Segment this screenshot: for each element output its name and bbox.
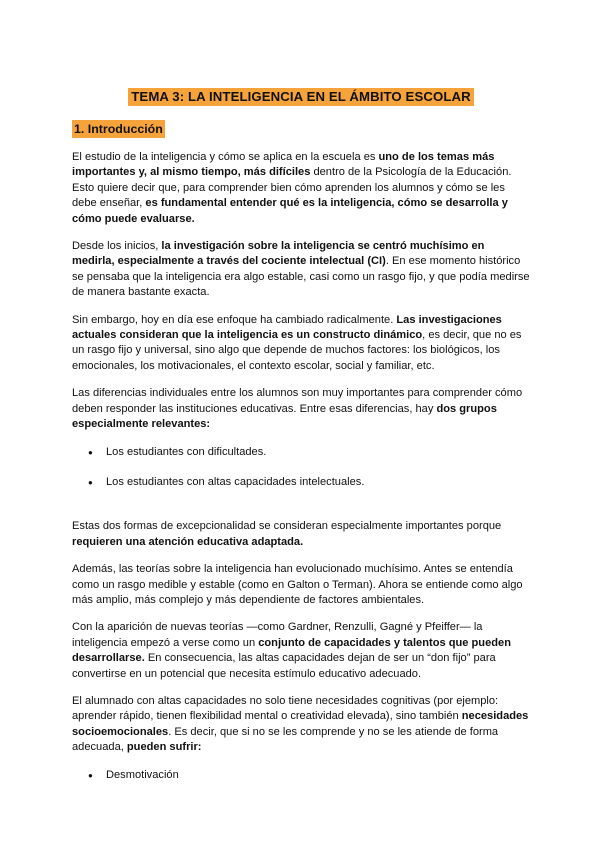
paragraph-1: El estudio de la inteligencia y cómo se aplica en la escuela es uno de los temas más importantes y, al mismo tiempo, más difíciles dentro de la Psicología de la Educación. Esto quiere decir que, para comprender bien cómo aprenden los alumnos y cómo se les debe enseñar, es fundamental entender qué es la inteligencia, cómo se desarrolla y cómo puede evaluarse.: [72, 151, 512, 225]
bullet-list-groups: [72, 445, 530, 491]
list-item: ● Los estudiantes con altas capacidades intelectuales.: [72, 475, 530, 490]
title-container: [72, 88, 530, 106]
paragraph-6: Además, las teorías sobre la inteligencia han evolucionado muchísimo. Antes se entendía como un rasgo medible y estable (como en Galton o Terman). Ahora se entiende como algo más amplio, más complejo y más dependiente de factores ambientales.: [72, 563, 523, 606]
section-heading: 1. Introducción: [74, 122, 163, 136]
list-item: ● Los estudiantes con dificultades.: [72, 445, 530, 460]
paragraph-4: Las diferencias individuales entre los alumnos son muy importantes para comprender cómo deben responder las instituciones educativas. Entre esas diferencias, hay dos grupos especialmente relevantes:: [72, 387, 523, 431]
paragraph-5: Estas dos formas de excepcionalidad se consideran especialmente importantes porque requieren una atención educativa adaptada.: [72, 520, 502, 548]
bullet-list-consequences: [72, 768, 530, 783]
paragraph-3: Sin embargo, hoy en día ese enfoque ha cambiado radicalmente. Las investigaciones actuales consideran que la inteligencia es un constructo dinámico, es decir, que no es un rasgo fijo y universal, sino algo que depende de muchos factores: los biológicos, los emocionales, los motivacionales, el contexto escolar, social y familiar, etc.: [72, 313, 522, 372]
document-title: TEMA 3: LA INTELIGENCIA EN EL ÁMBITO ESCOLAR: [128, 88, 473, 106]
paragraph-7: Con la aparición de nuevas teorías —como Gardner, Renzulli, Gagné y Pfeiffer— la inteligencia empezó a verse como un conjunto de capacidades y talentos que pueden desarrollarse. En consecuencia, las altas capacidades dejan de ser un “don fijo” para convertirse en un potencial que necesita estímulo educativo adecuado.: [72, 621, 511, 680]
paragraph-2: Desde los inicios, la investigación sobre la inteligencia se centró muchísimo en medirla, especialmente a través del cociente intelectual (CI). En ese momento histórico se pensaba que la inteligencia era algo estable, casi como un rasgo fijo, y que podía medirse de manera bastante exacta.: [72, 240, 530, 299]
list-item: ● Desmotivación: [72, 768, 530, 783]
paragraph-8: El alumnado con altas capacidades no solo tiene necesidades cognitivas (por ejemplo: aprender rápido, tienen flexibilidad mental o creatividad elevada), sino también necesidades socioemocionales. Es decir, que si no se les comprende y no se les atiende de forma adecuada, pueden sufrir:: [72, 694, 529, 754]
